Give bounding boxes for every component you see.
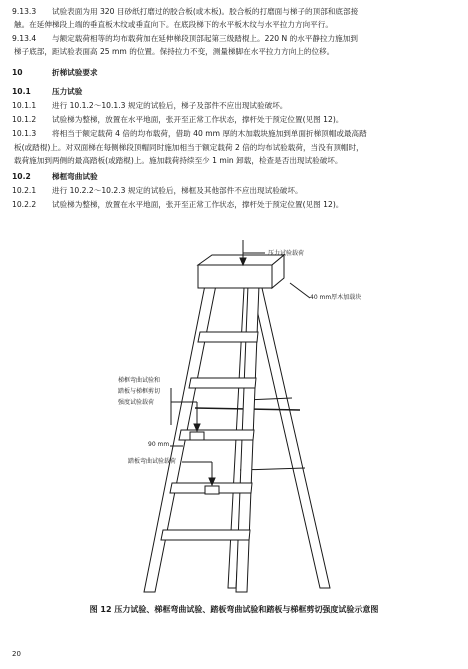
rear-leg-right bbox=[252, 288, 330, 588]
clause-number: 10 bbox=[12, 68, 23, 77]
label-step-load: 踏板弯曲试验载荷 bbox=[128, 458, 177, 465]
clause-text: 试验梯为整梯，放置在水平地面，张开至正常工作状态，撑杆处于预定位置(见图 12)。 bbox=[52, 200, 344, 209]
ladder-step bbox=[189, 378, 256, 388]
clause-text: 与额定载荷相等的均布载荷加在延伸梯段顶部起第三级踏棍上。220 N 的水平静拉力施加到 bbox=[52, 34, 358, 43]
clause-number: 10.2 bbox=[12, 172, 31, 181]
clause-number: 9.13.3 bbox=[12, 7, 37, 16]
label-bend-load: 梯框弯曲试验和 bbox=[118, 377, 161, 384]
clause-text: 梯框弯曲试验 bbox=[52, 172, 98, 181]
top-cap bbox=[198, 265, 272, 288]
clause-text: 试验梯为整梯，放置在水平地面，张开至正常工作状态，撑杆处于预定位置(见图 12)。 bbox=[52, 115, 344, 124]
ladder-step bbox=[161, 530, 250, 540]
clause-number: 10.1 bbox=[12, 87, 31, 96]
clause-number: 10.1.2 bbox=[12, 115, 37, 124]
clause-number: 10.2.1 bbox=[12, 186, 37, 195]
clause-number: 10.1.3 bbox=[12, 129, 37, 138]
label-leader bbox=[290, 283, 310, 298]
clause-number: 9.13.4 bbox=[12, 34, 37, 43]
label-pressure-load: 压力试验载荷 bbox=[268, 250, 305, 257]
clause-text: 载荷施加到两侧的最高踏板(或踏棍)上。施加载荷持续至少 1 min 卸载，检查是否出现试验破坏。 bbox=[14, 156, 343, 165]
clause-text: 进行 10.2.2～10.2.3 规定的试验后，梯框及其他部件不应出现试验破坏。 bbox=[52, 186, 303, 195]
clause-text: 将相当于额定载荷 4 倍的均布载荷，借助 40 mm 厚的木加载块施加到单面折梯顶帽或最高踏 bbox=[52, 129, 367, 138]
figure-caption: 图 12 压力试验、梯框弯曲试验、踏板弯曲试验和踏板与梯框剪切强度试验示意图 bbox=[89, 605, 379, 614]
load-block bbox=[205, 486, 219, 494]
clause-number: 10.2.2 bbox=[12, 200, 37, 209]
clause-text: 触。在延伸梯段上端的垂直板木纹或垂直向下。在底段梯下的水平板木纹与水平拉力方向平行。 bbox=[14, 20, 333, 29]
clause-text: 试验表面为用 320 目砂纸打磨过的胶合板(或木板)。胶合板的打磨面与梯子的顶部和底部接 bbox=[52, 7, 359, 16]
clause-text: 压力试验 bbox=[52, 87, 83, 96]
page-number: 20 bbox=[12, 650, 21, 658]
load-block bbox=[190, 432, 204, 440]
ladder-step bbox=[198, 332, 258, 342]
label-dimension: 90 mm bbox=[148, 441, 170, 448]
label-bend-load: 强度试验载荷 bbox=[118, 399, 155, 406]
clause-number: 10.1.1 bbox=[12, 101, 37, 110]
label-bend-load: 踏板与梯框剪切 bbox=[118, 388, 161, 395]
clause-text: 梯子底部，距试验表面高 25 mm 的位置。保持拉力不变，测量梯脚在水平拉力方向上的位移。 bbox=[14, 47, 335, 56]
label-load-block: 40 mm厚木加载块 bbox=[310, 294, 362, 301]
clause-text: 板(或踏棍)上。对双面梯在每侧梯段顶帽同时施加相当于额定载荷 2 倍的均布试验载荷，当没有顶帽时， bbox=[14, 143, 364, 152]
clause-text: 进行 10.1.2～10.1.3 规定的试验后，梯子及部件不应出现试验破坏。 bbox=[52, 101, 288, 110]
clause-text: 折梯试验要求 bbox=[52, 68, 98, 77]
